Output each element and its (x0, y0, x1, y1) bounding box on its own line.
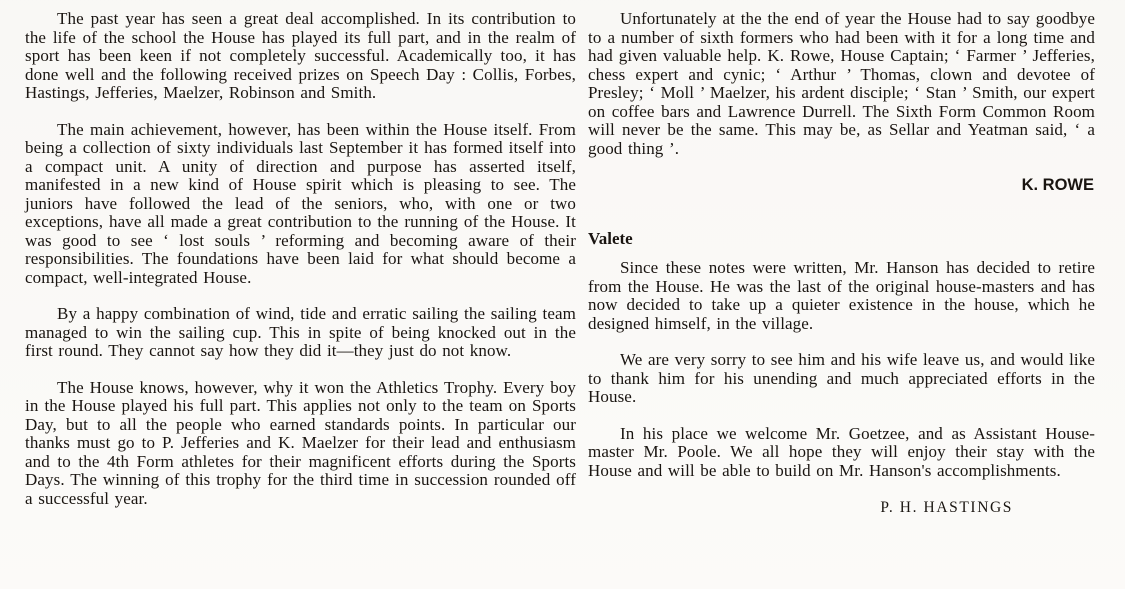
valete-paragraph-2: We are very sorry to see him and his wife leave us, and would like to thank him for his unending and much appreciated efforts in the House. (588, 350, 1095, 406)
valete-paragraph-1: Since these notes were written, Mr. Hanson has decided to retire from the House. He was the last of the original house-masters and has now decided to take up a quieter existence in the house, which he designed himself, in the village. (588, 258, 1095, 333)
house-notes-paragraph-1: The past year has seen a great deal accomplished. In its contribution to the life of the school the House has played its full part, and in the realm of sport has been keen if not completely successful. Academically too, it has done well and the following received prizes on Speech Day : Collis, Forbes, Hastings, Jefferies, Maelzer, Robinson and Smith. (25, 9, 576, 102)
signature-p-h-hastings: P. H. HASTINGS (880, 499, 1013, 516)
house-notes-paragraph-2: The main achievement, however, has been within the House itself. From being a collection of sixty individuals last September it has formed itself into a compact unit. A unity of direction and purpose has asserted itself, manifested in a new kind of House spirit which is pleasing to see. The juniors have followed the lead of the seniors, who, with one or two exceptions, have all made a great contribution to the running of the House. It was good to see ‘ lost souls ’ reforming and becoming aware of their responsibilities. The foundations have been laid for what should become a compact, well-integrated House. (25, 119, 576, 287)
valete-heading: Valete (588, 229, 633, 248)
right-column (588, 10, 1095, 589)
left-column (25, 10, 576, 589)
house-notes-paragraph-4: The House knows, however, why it won the Athletics Trophy. Every boy in the House played his full part. This applies not only to the team on Sports Day, but to all the people who earned standards points. In particular our thanks must go to P. Jefferies and K. Maelzer for their lead and enthusiasm and to the 4th Form athletes for their magnificent efforts during the Sports Days. The winning of this trophy for the third time in succession rounded off a successful year. (25, 377, 576, 508)
signature-k-rowe: K. ROWE (1021, 176, 1094, 194)
house-notes-paragraph-3: By a happy combination of wind, tide and erratic sailing the sailing team managed to win the sailing cup. This in spite of being knocked out in the first round. They cannot say how they did it—they just do not know. (25, 304, 576, 360)
valete-paragraph-3: In his place we welcome Mr. Goetzee, and as Assistant House-master Mr. Poole. We all hope they will enjoy their stay with the House and will be able to build on Mr. Hanson's accomplishments. (588, 423, 1095, 480)
farewell-paragraph: Unfortunately at the the end of year the House had to say goodbye to a number of sixth formers who had been with it for a long time and had given valuable help. K. Rowe, House Captain; ‘ Farmer ’ Jefferies, chess expert and cynic; ‘ Arthur ’ Thomas, clown and devotee of Presley; ‘ Moll ’ Maelzer, his ardent disciple; ‘ Stan ’ Smith, our expert on coffee bars and Lawrence Durrell. The Sixth Form Common Room will never be the same. This may be, as Sellar and Yeatman said, ‘ a good thing ’. (588, 9, 1095, 158)
